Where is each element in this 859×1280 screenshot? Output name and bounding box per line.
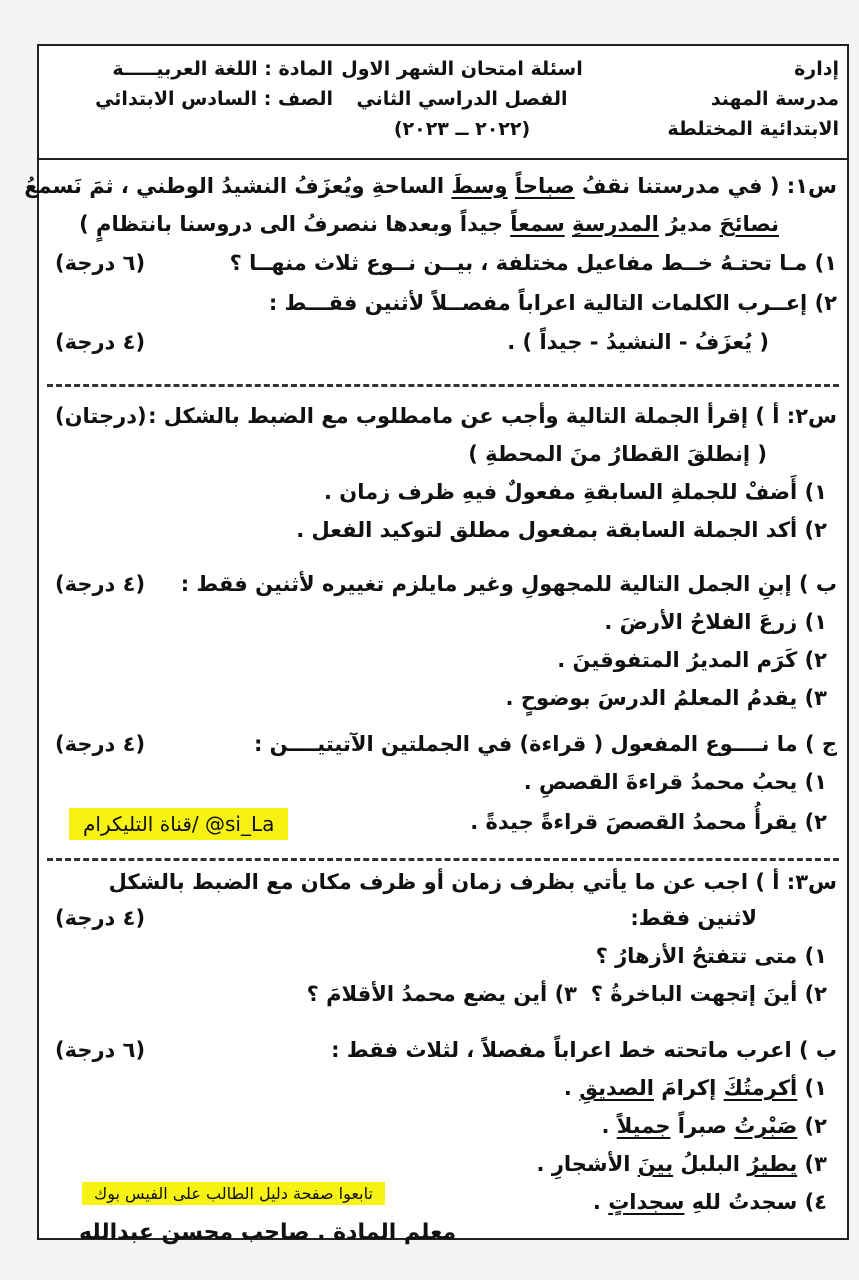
q3b-item-2: ٢) صَبْرتُ صبراً جميلاً . bbox=[601, 1114, 827, 1138]
q3b-item-1: ١) أكرمتُكَ إكرامَ الصديقِ . bbox=[563, 1076, 827, 1100]
q1-item-2-grade: (٤ درجة) bbox=[55, 330, 146, 354]
q2c-heading: ج ) ما نــــوع المفعول ( قراءة) في الجملتين الآتيتيــــن : bbox=[253, 732, 837, 756]
q3b-heading: ب ) اعرب ماتحته خط اعراباً مفصلاً ، لثلاث فقط : bbox=[331, 1038, 837, 1062]
school-info bbox=[667, 54, 839, 144]
q1-item-2-words: ( يُعزَفُ - النشيدُ - جيداً ) . bbox=[507, 330, 769, 354]
q2a-item-1: ١) أَضفْ للجملةِ السابقةِ مفعولٌ فيهِ ظرف زمان . bbox=[324, 480, 827, 504]
semester-label: الفصل الدراسي الثاني bbox=[356, 88, 568, 110]
telegram-watermark: قناة التليكرام/ @si_La bbox=[69, 808, 288, 840]
school-name: مدرسة المهند bbox=[710, 88, 839, 110]
q2c-grade: (٤ درجة) bbox=[55, 732, 146, 756]
q3a-grade: (٤ درجة) bbox=[55, 906, 146, 930]
subject-label: المادة : اللغة العربيـــــة bbox=[112, 58, 333, 80]
q3b-grade: (٦ درجة) bbox=[55, 1038, 146, 1062]
exam-header bbox=[39, 46, 847, 160]
divider bbox=[47, 858, 839, 861]
divider bbox=[47, 384, 839, 387]
q2b-heading: ب ) إبنِ الجمل التالية للمجهولِ وغير مايلزم تغييره لأثنين فقط : bbox=[180, 572, 837, 596]
subject-info bbox=[53, 54, 333, 114]
academic-year: (٢٠٢٢ ــ ٢٠٢٣) bbox=[393, 118, 531, 140]
q3a-item-1: ١) متى تتفتحُ الأزهارُ ؟ bbox=[595, 944, 827, 968]
q3b-item-3: ٣) يطيرُ البلبلُ بينَ الأشجارِ . bbox=[536, 1152, 827, 1176]
q2a-item-2: ٢) أكد الجملة السابقة بمفعول مطلق لتوكيد الفعل . bbox=[296, 518, 827, 542]
q3a-item-3: ٣) أين يضع محمدُ الأقلامَ ؟ bbox=[306, 982, 577, 1006]
school-type: الابتدائية المختلطة bbox=[667, 118, 839, 140]
q2b-item-1: ١) زرعَ الفلاحُ الأرضَ . bbox=[604, 610, 827, 634]
q1-passage-line2: نصائحَ مديرُ المدرسةِ سمعاً جيداً وبعدها ننصرفُ الى دروسنا بانتظامٍ ) bbox=[79, 212, 779, 236]
q2b-item-3: ٣) يقدمُ المعلمُ الدرسَ بوضوحٍ . bbox=[505, 686, 827, 710]
q3a-heading-2: لاثنين فقط: bbox=[630, 906, 757, 930]
exam-body bbox=[24, 158, 847, 1245]
exam-paper bbox=[24, 44, 849, 1245]
teacher-signature: معلم المادة . صاحب محسن عبدالله bbox=[79, 1220, 457, 1245]
q2a-sentence: ( إنطلقَ القطارُ منَ المحطةِ ) bbox=[468, 442, 767, 466]
q2b-item-2: ٢) كَرَم المديرُ المتفوقينَ . bbox=[557, 648, 827, 672]
q2b-grade: (٤ درجة) bbox=[55, 572, 146, 596]
exam-info bbox=[327, 54, 597, 144]
q1-item-1-grade: (٦ درجة) bbox=[55, 251, 146, 275]
admin-label: إدارة bbox=[794, 58, 839, 80]
q2a-grade: (درجتان) bbox=[55, 404, 147, 428]
q2c-item-2: ٢) يقرأُ محمدُ القصصَ قراءةً جيدةً . bbox=[470, 810, 827, 834]
facebook-watermark: تابعوا صفحة دليل الطالب على الفيس بوك bbox=[82, 1182, 385, 1205]
q3a-heading: س٣: أ ) اجب عن ما يأتي بظرف زمان أو ظرف مكان مع الضبط بالشكل bbox=[108, 870, 837, 894]
q3b-item-4: ٤) سجدتُ للهِ سجداتٍ . bbox=[592, 1190, 827, 1214]
q1-item-1: ١) مـا تحتـهُ خــط مفاعيل مختلفة ، بيــن نــوع ثلاث منهــا ؟ bbox=[229, 251, 837, 275]
q3a-item-2: ٢) أينَ إتجهت الباخرةُ ؟ bbox=[590, 982, 827, 1006]
q1-item-2: ٢) إعــرب الكلمات التالية اعراباً مفصــلاً لأثنين فقـــط : bbox=[268, 291, 837, 315]
q2a-heading: س٢: أ ) إقرأ الجملة التالية وأجب عن مامطلوب مع الضبط بالشكل : bbox=[148, 404, 837, 428]
q2c-item-1: ١) يحبُ محمدُ قراءةَ القصصِ . bbox=[523, 770, 827, 794]
exam-title: اسئلة امتحان الشهر الاول bbox=[341, 58, 583, 80]
grade-label: الصف : السادس الابتدائي bbox=[95, 88, 333, 110]
q1-passage-line1: س١: ( في مدرستنا نقفُ صباحاً وسطَ الساحةِ ويُعزَفُ النشيدُ الوطني ، ثمَ نَسمعُ bbox=[24, 174, 837, 198]
